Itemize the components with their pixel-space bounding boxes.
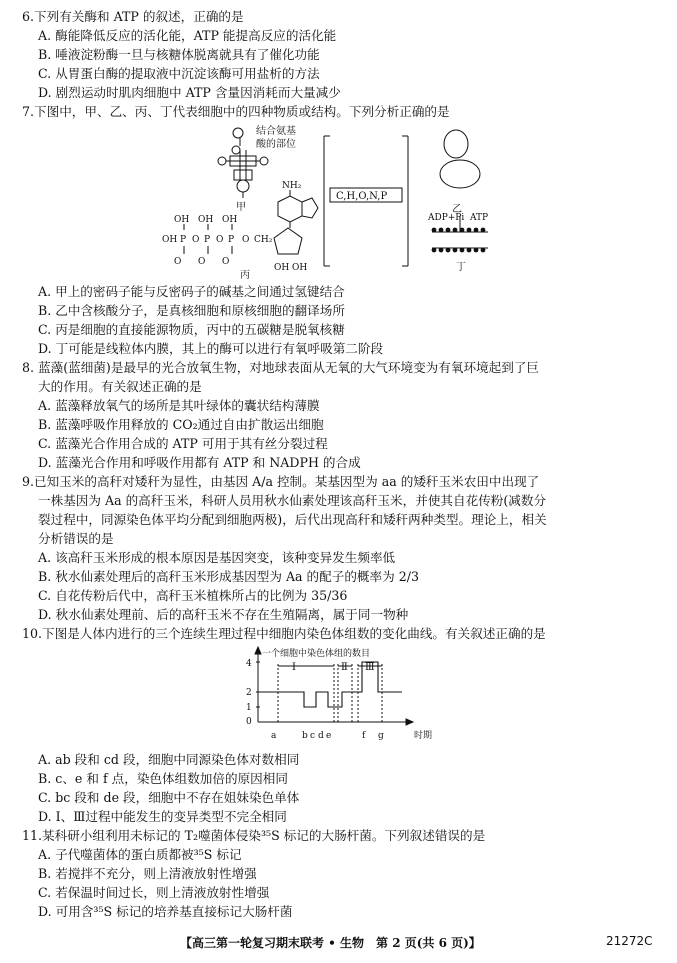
membrane-heads — [432, 228, 486, 253]
q8-option-b: B. 蓝藻呼吸作用释放的 CO₂通过自由扩散运出细胞 — [38, 417, 324, 432]
footer-exam-title: 【高三第一轮复习期末联考 • 生物 第 2 页(共 6 页)】 — [180, 936, 481, 950]
q7-option-b: B. 乙中含核酸分子，是真核细胞和原核细胞的翻译场所 — [38, 303, 345, 318]
q6-option-d: D. 剧烈运动时肌肉细胞中 ATP 含量因消耗而大量减少 — [38, 85, 341, 100]
ding-label: 丁 — [456, 262, 466, 273]
atp-o-4: O — [174, 257, 182, 267]
chart-x-arrow — [406, 719, 413, 725]
q7-stem: 7.下图中，甲、乙、丙、丁代表细胞中的四种物质或结构。下列分析正确的是 — [22, 104, 450, 119]
jia-label: 甲 — [236, 202, 246, 213]
q8-stem-line-1: 8. 蓝藻(蓝细菌)是最早的光合放氧生物，对地球表面从无氧的大气环境变为有氧环境起到了巨 — [22, 360, 540, 375]
q6-stem: 6.下列有关酶和 ATP 的叙述，正确的是 — [22, 9, 244, 24]
atp-oh-6: OH — [292, 263, 308, 273]
q6-option-c: C. 从胃蛋白酶的提取液中沉淀该酶可用盐析的方法 — [38, 66, 320, 81]
atp-o-5: O — [198, 257, 206, 267]
atp-o-6: O — [222, 257, 230, 267]
q8-option-c: C. 蓝藻光合作用合成的 ATP 可用于其有丝分裂过程 — [38, 436, 328, 451]
atp-oh-3: OH — [222, 215, 238, 225]
chart-xtick-a: a — [271, 731, 277, 740]
q9-option-a: A. 该高秆玉米形成的根本原因是基因突变，该种变异发生频率低 — [38, 550, 396, 565]
chart-xlabel: 时期 — [414, 731, 433, 740]
atp-p-3: P — [228, 235, 235, 245]
atp-oh-1: OH — [174, 215, 190, 225]
atp-oh-2: OH — [198, 215, 214, 225]
membrane-head — [446, 228, 451, 233]
chart-ylabel: 一个细胞中染色体组的数目 — [262, 649, 371, 659]
q10-option-b: B. c、e 和 f 点，染色体组数加倍的原因相同 — [38, 771, 288, 786]
ribosome-structure — [440, 130, 480, 188]
bing-label: 丙 — [240, 270, 250, 280]
atp-oh-4: OH — [162, 235, 178, 245]
chart-phase-2: Ⅱ — [341, 662, 348, 673]
q9-option-d: D. 秋水仙素处理前、后的高秆玉米不存在生殖隔离，属于同一物种 — [38, 607, 409, 622]
jia-binding-label-1: 结合氨基 — [256, 126, 296, 137]
atp-o-3: O — [242, 235, 250, 245]
chart-y-arrow — [255, 647, 261, 654]
chart-curve — [258, 662, 402, 707]
q7-option-c: C. 丙是细胞的直接能源物质，丙中的五碳糖是脱氧核糖 — [38, 322, 345, 337]
chart-xtick-f: f — [362, 731, 366, 740]
membrane-head — [439, 228, 444, 233]
chart-ytick-0: 0 — [246, 717, 252, 727]
chart-ytick-1: 1 — [246, 703, 252, 713]
chart-ytick-4: 4 — [246, 659, 252, 669]
q8-option-d: D. 蓝藻光合作用和呼吸作用都有 ATP 和 NADPH 的合成 — [38, 455, 361, 470]
page-footer — [0, 934, 677, 952]
q8-option-a: A. 蓝藻释放氧气的场所是其叶绿体的囊状结构薄膜 — [38, 398, 320, 413]
chart-xtick-b: b — [302, 731, 308, 740]
atp-o-2: O — [216, 235, 224, 245]
q11-stem: 11.某科研小组利用未标记的 T₂噬菌体侵染³⁵S 标记的大肠杆菌。下列叙述错误的是 — [22, 828, 486, 843]
membrane-head — [467, 228, 472, 233]
chart-xtick-e: e — [326, 731, 332, 740]
q10-chart — [238, 644, 448, 740]
jia-binding-label-2: 酸的部位 — [256, 139, 296, 150]
q11-option-b: B. 若搅拌不充分，则上清液放射性增强 — [38, 866, 257, 881]
membrane-head — [474, 228, 479, 233]
membrane-head — [467, 248, 472, 253]
membrane-head — [453, 228, 458, 233]
chart-xtick-d: d — [318, 731, 324, 740]
q6-option-a: A. 酶能降低反应的活化能，ATP 能提高反应的活化能 — [38, 28, 337, 43]
q10-option-c: C. bc 段和 de 段，细胞中不存在姐妹染色单体 — [38, 790, 300, 805]
membrane-head — [474, 248, 479, 253]
q9-stem-line-3: 裂过程中，同源染色体平均分配到细胞两极)，后代出现高秆和矮秆两种类型。理论上，相关 — [38, 512, 547, 527]
q9-option-b: B. 秋水仙素处理后的高秆玉米形成基因型为 Aa 的配子的概率为 2/3 — [38, 569, 419, 584]
q8-stem-line-2: 大的作用。有关叙述正确的是 — [38, 379, 202, 394]
atp-o-1: O — [192, 235, 200, 245]
q10-option-d: D. Ⅰ、Ⅲ过程中能发生的变异类型不完全相同 — [38, 809, 287, 824]
q10-stem: 10.下图是人体内进行的三个连续生理过程中细胞内染色体组数的变化曲线。有关叙述正确的是 — [22, 626, 546, 641]
membrane-head — [481, 248, 486, 253]
atp-oh-5: OH — [274, 263, 290, 273]
atp-p-1: P — [180, 235, 187, 245]
membrane-head — [460, 248, 465, 253]
q7-option-a: A. 甲上的密码子能与反密码子的碱基之间通过氢键结合 — [38, 284, 345, 299]
atp-nh2: NH₂ — [282, 181, 302, 191]
membrane-head — [453, 248, 458, 253]
footer-code: 21272C — [606, 934, 653, 948]
membrane-head — [439, 248, 444, 253]
membrane-head — [460, 228, 465, 233]
q11-option-c: C. 若保温时间过长，则上清液放射性增强 — [38, 885, 270, 900]
membrane-head — [481, 228, 486, 233]
q9-option-c: C. 自花传粉后代中，高秆玉米植株所占的比例为 35/36 — [38, 588, 348, 603]
atp-ch2: CH₂ — [254, 235, 273, 245]
chart-ytick-2: 2 — [246, 688, 252, 698]
q10-option-a: A. ab 段和 cd 段，细胞中同源染色体对数相同 — [38, 752, 300, 767]
q11-option-a: A. 子代噬菌体的蛋白质都被³⁵S 标记 — [38, 847, 242, 862]
q9-stem-line-2: 一株基因为 Aa 的高秆玉米，科研人员用秋水仙素处理该高秆玉米，并使其自花传粉(减数分 — [38, 493, 547, 508]
q7-figure — [160, 120, 520, 280]
q7-option-d: D. 丁可能是线粒体内膜，其上的酶可以进行有氧呼吸第二阶段 — [38, 341, 384, 356]
q6-option-b: B. 唾液淀粉酶一旦与核糖体脱离就具有了催化功能 — [38, 47, 320, 62]
elements-label: C,H,O,N,P — [336, 191, 388, 202]
chart-phase-1: Ⅰ — [292, 662, 296, 673]
atp-p-2: P — [204, 235, 211, 245]
membrane-head — [432, 248, 437, 253]
yi-label: 乙 — [452, 204, 462, 215]
q9-stem-line-4: 分析错误的是 — [38, 531, 114, 546]
chart-xtick-g: g — [378, 731, 384, 740]
membrane-head — [446, 248, 451, 253]
q9-stem-line-1: 9.已知玉米的高秆对矮秆为显性，由基因 A/a 控制。某基因型为 aa 的矮秆玉米农田中出现了 — [22, 474, 540, 489]
chart-phase-3: Ⅲ — [365, 662, 375, 673]
membrane-head — [432, 228, 437, 233]
q11-option-d: D. 可用含³⁵S 标记的培养基直接标记大肠杆菌 — [38, 904, 293, 919]
adp-pi-label: ADP+Pi — [428, 213, 465, 223]
chart-xtick-c: c — [310, 731, 316, 740]
atp-label: ATP — [470, 213, 489, 223]
